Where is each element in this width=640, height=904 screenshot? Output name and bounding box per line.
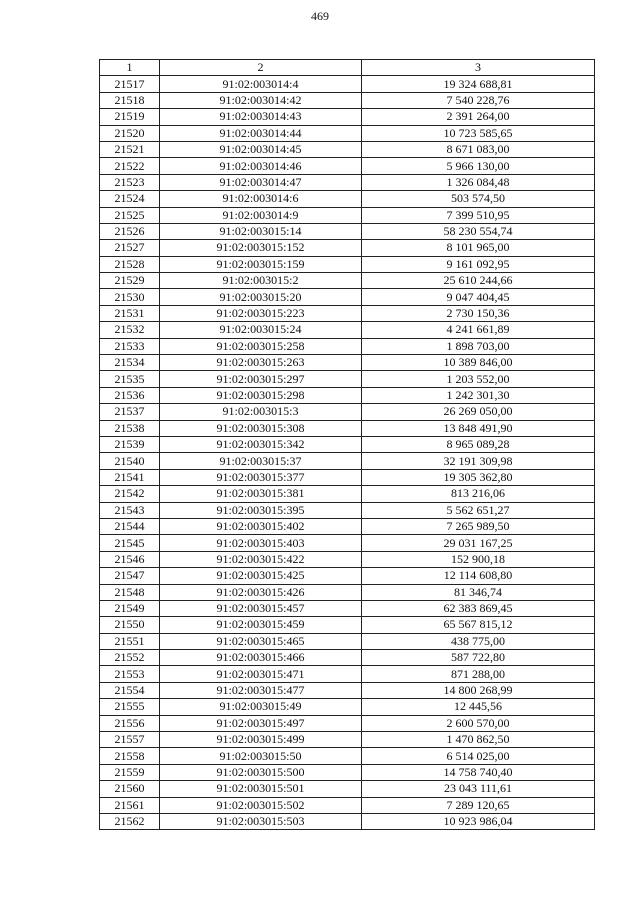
row-number-cell: 21518 xyxy=(100,92,160,108)
cadastral-number-cell: 91:02:003015:499 xyxy=(160,732,362,748)
table-row xyxy=(100,256,595,272)
table-row xyxy=(100,338,595,354)
table-row xyxy=(100,699,595,715)
row-number-cell: 21544 xyxy=(100,518,160,534)
cadastral-number-cell: 91:02:003015:422 xyxy=(160,551,362,567)
value-cell: 438 775,00 xyxy=(362,633,595,649)
cadastral-number-cell: 91:02:003015:14 xyxy=(160,223,362,239)
cadastral-number-cell: 91:02:003015:297 xyxy=(160,371,362,387)
row-number-cell: 21558 xyxy=(100,748,160,764)
row-number-cell: 21532 xyxy=(100,322,160,338)
row-number-cell: 21542 xyxy=(100,486,160,502)
row-number-cell: 21540 xyxy=(100,453,160,469)
value-cell: 7 289 120,65 xyxy=(362,797,595,813)
cadastral-number-cell: 91:02:003014:42 xyxy=(160,92,362,108)
cadastral-number-cell: 91:02:003015:457 xyxy=(160,600,362,616)
value-cell: 19 324 688,81 xyxy=(362,76,595,92)
cadastral-number-cell: 91:02:003015:381 xyxy=(160,486,362,502)
table-row xyxy=(100,322,595,338)
value-cell: 7 265 989,50 xyxy=(362,518,595,534)
table-row xyxy=(100,240,595,256)
row-number-cell: 21538 xyxy=(100,420,160,436)
row-number-cell: 21533 xyxy=(100,338,160,354)
cadastral-number-cell: 91:02:003015:395 xyxy=(160,502,362,518)
table-row xyxy=(100,207,595,223)
table-row xyxy=(100,273,595,289)
cadastral-number-cell: 91:02:003014:44 xyxy=(160,125,362,141)
table-row xyxy=(100,666,595,682)
table-row xyxy=(100,141,595,157)
value-cell: 12 445,56 xyxy=(362,699,595,715)
table-row xyxy=(100,764,595,780)
cadastral-number-cell: 91:02:003015:24 xyxy=(160,322,362,338)
value-cell: 1 203 552,00 xyxy=(362,371,595,387)
value-cell: 14 758 740,40 xyxy=(362,764,595,780)
table-row xyxy=(100,617,595,633)
table-row xyxy=(100,568,595,584)
table-row xyxy=(100,420,595,436)
cadastral-number-cell: 91:02:003015:403 xyxy=(160,535,362,551)
cadastral-number-cell: 91:02:003015:159 xyxy=(160,256,362,272)
cadastral-number-cell: 91:02:003015:308 xyxy=(160,420,362,436)
cadastral-number-cell: 91:02:003015:49 xyxy=(160,699,362,715)
cadastral-number-cell: 91:02:003015:152 xyxy=(160,240,362,256)
value-cell: 1 898 703,00 xyxy=(362,338,595,354)
row-number-cell: 21537 xyxy=(100,404,160,420)
row-number-cell: 21536 xyxy=(100,387,160,403)
value-cell: 7 540 228,76 xyxy=(362,92,595,108)
cadastral-number-cell: 91:02:003015:471 xyxy=(160,666,362,682)
cadastral-number-cell: 91:02:003015:2 xyxy=(160,273,362,289)
cadastral-number-cell: 91:02:003015:298 xyxy=(160,387,362,403)
table-row xyxy=(100,781,595,797)
row-number-cell: 21522 xyxy=(100,158,160,174)
value-cell: 4 241 661,89 xyxy=(362,322,595,338)
table-row xyxy=(100,436,595,452)
value-cell: 1 470 862,50 xyxy=(362,732,595,748)
row-number-cell: 21555 xyxy=(100,699,160,715)
row-number-cell: 21548 xyxy=(100,584,160,600)
cadastral-number-cell: 91:02:003015:502 xyxy=(160,797,362,813)
cadastral-number-cell: 91:02:003015:501 xyxy=(160,781,362,797)
table-row xyxy=(100,387,595,403)
table-row xyxy=(100,682,595,698)
cadastral-number-cell: 91:02:003015:497 xyxy=(160,715,362,731)
cadastral-number-cell: 91:02:003015:465 xyxy=(160,633,362,649)
row-number-cell: 21543 xyxy=(100,502,160,518)
cadastral-number-cell: 91:02:003014:43 xyxy=(160,109,362,125)
table-row xyxy=(100,797,595,813)
value-cell: 81 346,74 xyxy=(362,584,595,600)
table-row xyxy=(100,551,595,567)
table-row xyxy=(100,109,595,125)
cadastral-number-cell: 91:02:003015:425 xyxy=(160,568,362,584)
row-number-cell: 21559 xyxy=(100,764,160,780)
cadastral-number-cell: 91:02:003015:37 xyxy=(160,453,362,469)
row-number-cell: 21550 xyxy=(100,617,160,633)
row-number-cell: 21521 xyxy=(100,141,160,157)
value-cell: 10 923 986,04 xyxy=(362,813,595,829)
row-number-cell: 21553 xyxy=(100,666,160,682)
row-number-cell: 21556 xyxy=(100,715,160,731)
column-header-1: 1 xyxy=(100,60,160,76)
table-row xyxy=(100,223,595,239)
cadastral-number-cell: 91:02:003015:263 xyxy=(160,355,362,371)
value-cell: 25 610 244,66 xyxy=(362,273,595,289)
row-number-cell: 21561 xyxy=(100,797,160,813)
row-number-cell: 21520 xyxy=(100,125,160,141)
value-cell: 9 047 404,45 xyxy=(362,289,595,305)
cadastral-number-cell: 91:02:003015:500 xyxy=(160,764,362,780)
cadastral-number-cell: 91:02:003015:459 xyxy=(160,617,362,633)
cadastral-number-cell: 91:02:003015:503 xyxy=(160,813,362,829)
table-row xyxy=(100,748,595,764)
value-cell: 14 800 268,99 xyxy=(362,682,595,698)
row-number-cell: 21547 xyxy=(100,568,160,584)
table-row xyxy=(100,92,595,108)
registry-table xyxy=(99,59,595,830)
column-header-2: 2 xyxy=(160,60,362,76)
cadastral-number-cell: 91:02:003014:6 xyxy=(160,191,362,207)
cadastral-number-cell: 91:02:003014:46 xyxy=(160,158,362,174)
value-cell: 12 114 608,80 xyxy=(362,568,595,584)
cadastral-number-cell: 91:02:003015:466 xyxy=(160,650,362,666)
table-row xyxy=(100,518,595,534)
table-row xyxy=(100,502,595,518)
value-cell: 8 965 089,28 xyxy=(362,436,595,452)
value-cell: 5 562 651,27 xyxy=(362,502,595,518)
cadastral-number-cell: 91:02:003015:223 xyxy=(160,305,362,321)
value-cell: 19 305 362,80 xyxy=(362,469,595,485)
table-row xyxy=(100,305,595,321)
value-cell: 1 242 301,30 xyxy=(362,387,595,403)
row-number-cell: 21517 xyxy=(100,76,160,92)
value-cell: 10 389 846,00 xyxy=(362,355,595,371)
value-cell: 62 383 869,45 xyxy=(362,600,595,616)
cadastral-number-cell: 91:02:003014:4 xyxy=(160,76,362,92)
table-row xyxy=(100,535,595,551)
row-number-cell: 21527 xyxy=(100,240,160,256)
cadastral-number-cell: 91:02:003014:47 xyxy=(160,174,362,190)
row-number-cell: 21531 xyxy=(100,305,160,321)
row-number-cell: 21546 xyxy=(100,551,160,567)
cadastral-number-cell: 91:02:003015:477 xyxy=(160,682,362,698)
row-number-cell: 21549 xyxy=(100,600,160,616)
value-cell: 2 600 570,00 xyxy=(362,715,595,731)
cadastral-number-cell: 91:02:003015:426 xyxy=(160,584,362,600)
cadastral-number-cell: 91:02:003015:402 xyxy=(160,518,362,534)
value-cell: 8 101 965,00 xyxy=(362,240,595,256)
row-number-cell: 21534 xyxy=(100,355,160,371)
row-number-cell: 21535 xyxy=(100,371,160,387)
table-row xyxy=(100,453,595,469)
value-cell: 6 514 025,00 xyxy=(362,748,595,764)
value-cell: 9 161 092,95 xyxy=(362,256,595,272)
value-cell: 813 216,06 xyxy=(362,486,595,502)
table-row xyxy=(100,715,595,731)
cadastral-number-cell: 91:02:003015:377 xyxy=(160,469,362,485)
table-row xyxy=(100,371,595,387)
table-row xyxy=(100,600,595,616)
table-row xyxy=(100,732,595,748)
table-row xyxy=(100,174,595,190)
table-row xyxy=(100,486,595,502)
value-cell: 29 031 167,25 xyxy=(362,535,595,551)
value-cell: 8 671 083,00 xyxy=(362,141,595,157)
value-cell: 2 391 264,00 xyxy=(362,109,595,125)
value-cell: 2 730 150,36 xyxy=(362,305,595,321)
value-cell: 65 567 815,12 xyxy=(362,617,595,633)
table-row xyxy=(100,404,595,420)
table-row xyxy=(100,76,595,92)
row-number-cell: 21552 xyxy=(100,650,160,666)
row-number-cell: 21551 xyxy=(100,633,160,649)
table-row xyxy=(100,469,595,485)
row-number-cell: 21519 xyxy=(100,109,160,125)
value-cell: 13 848 491,90 xyxy=(362,420,595,436)
row-number-cell: 21528 xyxy=(100,256,160,272)
value-cell: 1 326 084,48 xyxy=(362,174,595,190)
value-cell: 152 900,18 xyxy=(362,551,595,567)
row-number-cell: 21526 xyxy=(100,223,160,239)
row-number-cell: 21523 xyxy=(100,174,160,190)
row-number-cell: 21554 xyxy=(100,682,160,698)
column-header-3: 3 xyxy=(362,60,595,76)
value-cell: 32 191 309,98 xyxy=(362,453,595,469)
cadastral-number-cell: 91:02:003014:45 xyxy=(160,141,362,157)
row-number-cell: 21562 xyxy=(100,813,160,829)
value-cell: 26 269 050,00 xyxy=(362,404,595,420)
table-row xyxy=(100,191,595,207)
row-number-cell: 21539 xyxy=(100,436,160,452)
header-row xyxy=(100,60,595,76)
row-number-cell: 21525 xyxy=(100,207,160,223)
table-row xyxy=(100,650,595,666)
value-cell: 7 399 510,95 xyxy=(362,207,595,223)
table-body xyxy=(100,76,595,830)
value-cell: 503 574,50 xyxy=(362,191,595,207)
cadastral-number-cell: 91:02:003015:20 xyxy=(160,289,362,305)
row-number-cell: 21524 xyxy=(100,191,160,207)
cadastral-number-cell: 91:02:003015:258 xyxy=(160,338,362,354)
cadastral-number-cell: 91:02:003015:50 xyxy=(160,748,362,764)
value-cell: 10 723 585,65 xyxy=(362,125,595,141)
row-number-cell: 21529 xyxy=(100,273,160,289)
value-cell: 58 230 554,74 xyxy=(362,223,595,239)
value-cell: 23 043 111,61 xyxy=(362,781,595,797)
row-number-cell: 21557 xyxy=(100,732,160,748)
value-cell: 587 722,80 xyxy=(362,650,595,666)
table-row xyxy=(100,158,595,174)
table-row xyxy=(100,584,595,600)
cadastral-number-cell: 91:02:003015:3 xyxy=(160,404,362,420)
value-cell: 871 288,00 xyxy=(362,666,595,682)
table-row xyxy=(100,289,595,305)
page-number: 469 xyxy=(311,9,329,23)
row-number-cell: 21560 xyxy=(100,781,160,797)
row-number-cell: 21545 xyxy=(100,535,160,551)
table-row xyxy=(100,355,595,371)
row-number-cell: 21541 xyxy=(100,469,160,485)
cadastral-number-cell: 91:02:003014:9 xyxy=(160,207,362,223)
row-number-cell: 21530 xyxy=(100,289,160,305)
value-cell: 5 966 130,00 xyxy=(362,158,595,174)
table-row xyxy=(100,813,595,829)
table-row xyxy=(100,125,595,141)
table-row xyxy=(100,633,595,649)
cadastral-number-cell: 91:02:003015:342 xyxy=(160,436,362,452)
